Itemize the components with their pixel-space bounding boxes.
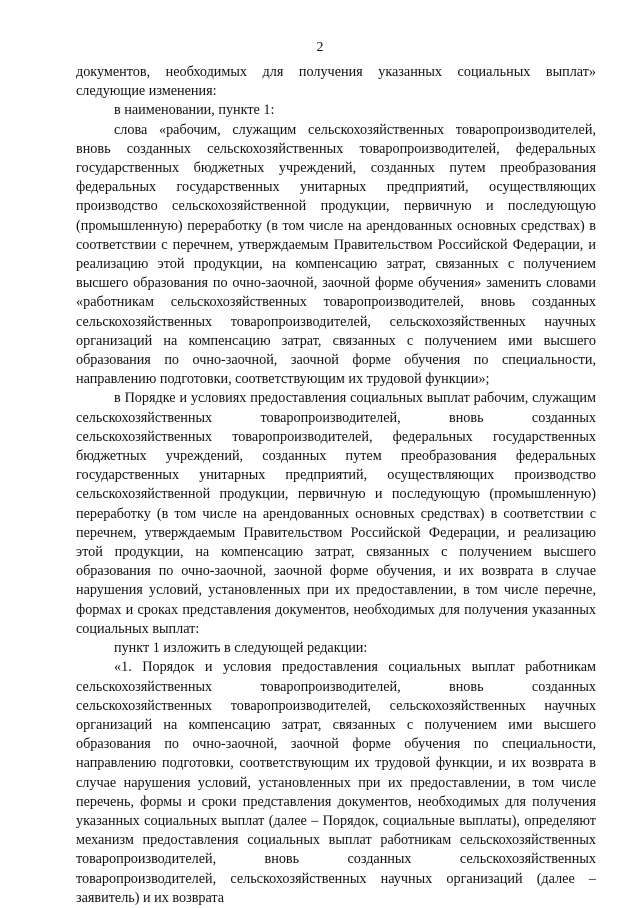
paragraph-title-change: в наименовании, пункте 1: xyxy=(114,102,275,119)
paragraph-point-1-heading: пункт 1 изложить в следующей редакции: xyxy=(114,640,368,657)
paragraph-words-replacement: слова «рабочим, служащим сельскохозяйственных товаропроизводителей, вновь созданных сельскохозяйственных товаропроизводителей, федеральных государственных бюджетных учреждений, созданных путем преобразования федеральных государственных унитарных предприятий, осуществляющих производство сельскохозяйственной продукции, первичную и последующую (промышленную) переработку (в том числе на арендованных основных средствах) в соответствии с перечнем, утверждаемым Правительством Российской Федерации, и реализацию этой продукции, на компенсацию затрат, связанных с получением высшего образования по очно-заочной, заочной форме обучения» заменить словами «работникам сельскохозяйственных товаропроизводителей, вновь созданных сельскохозяйственных товаропроизводителей, сельскохозяйственных научных организаций на компенсацию затрат, связанных с получением ими высшего образования по очно-заочной, заочной форме обучения по специальности, направлению подготовки, соответствующим их трудовой функции»; xyxy=(76,121,596,388)
paragraph-procedure: в Порядке и условиях предоставления социальных выплат рабочим, служащим сельскохозяйственных товаропроизводителей, вновь созданных сельскохозяйственных товаропроизводителей, федеральных государственных бюджетных учреждений, созданных путем преобразования федеральных государственных унитарных предприятий, осуществляющих производство сельскохозяйственной продукции, первичную и последующую (промышленную) переработку (в том числе на арендованных основных средствах) в соответствии с перечнем, утверждаемым Правительством Российской Федерации, и реализацию этой продукции, на компенсацию затрат, связанных с получением высшего образования по очно-заочной, заочной форме обучения, и их возврата в случае нарушения условий, установленных при их предоставлении, в том числе перечне, формах и сроках представления документов, необходимых для получения указанных социальных выплат: xyxy=(76,390,596,637)
page-number: 2 xyxy=(316,40,324,55)
paragraph-point-1-text: «1. Порядок и условия предоставления социальных выплат работникам сельскохозяйственных товаропроизводителей, вновь созданных сельскохозяйственных товаропроизводителей, сельскохозяйственных научных организаций на компенсацию затрат, связанных с получением ими высшего образования по очно-заочной, заочной форме обучения по специальности, направлению подготовки, соответствующим их трудовой функции, и их возврата в случае нарушения условий, установленных при их предоставлении, в том числе перечень, формы и сроки представления документов, необходимых для получения указанных социальных выплат (далее – Порядок, социальные выплаты), определяют механизм предоставления социальных выплат работникам сельскохозяйственных товаропроизводителей, вновь созданных сельскохозяйственных товаропроизводителей, сельскохозяйственных научных организаций (далее – заявитель) и их возврата xyxy=(76,659,596,906)
document-body xyxy=(76,63,596,908)
paragraph-intro: документов, необходимых для получения указанных социальных выплат» следующие изменения: xyxy=(76,64,596,100)
